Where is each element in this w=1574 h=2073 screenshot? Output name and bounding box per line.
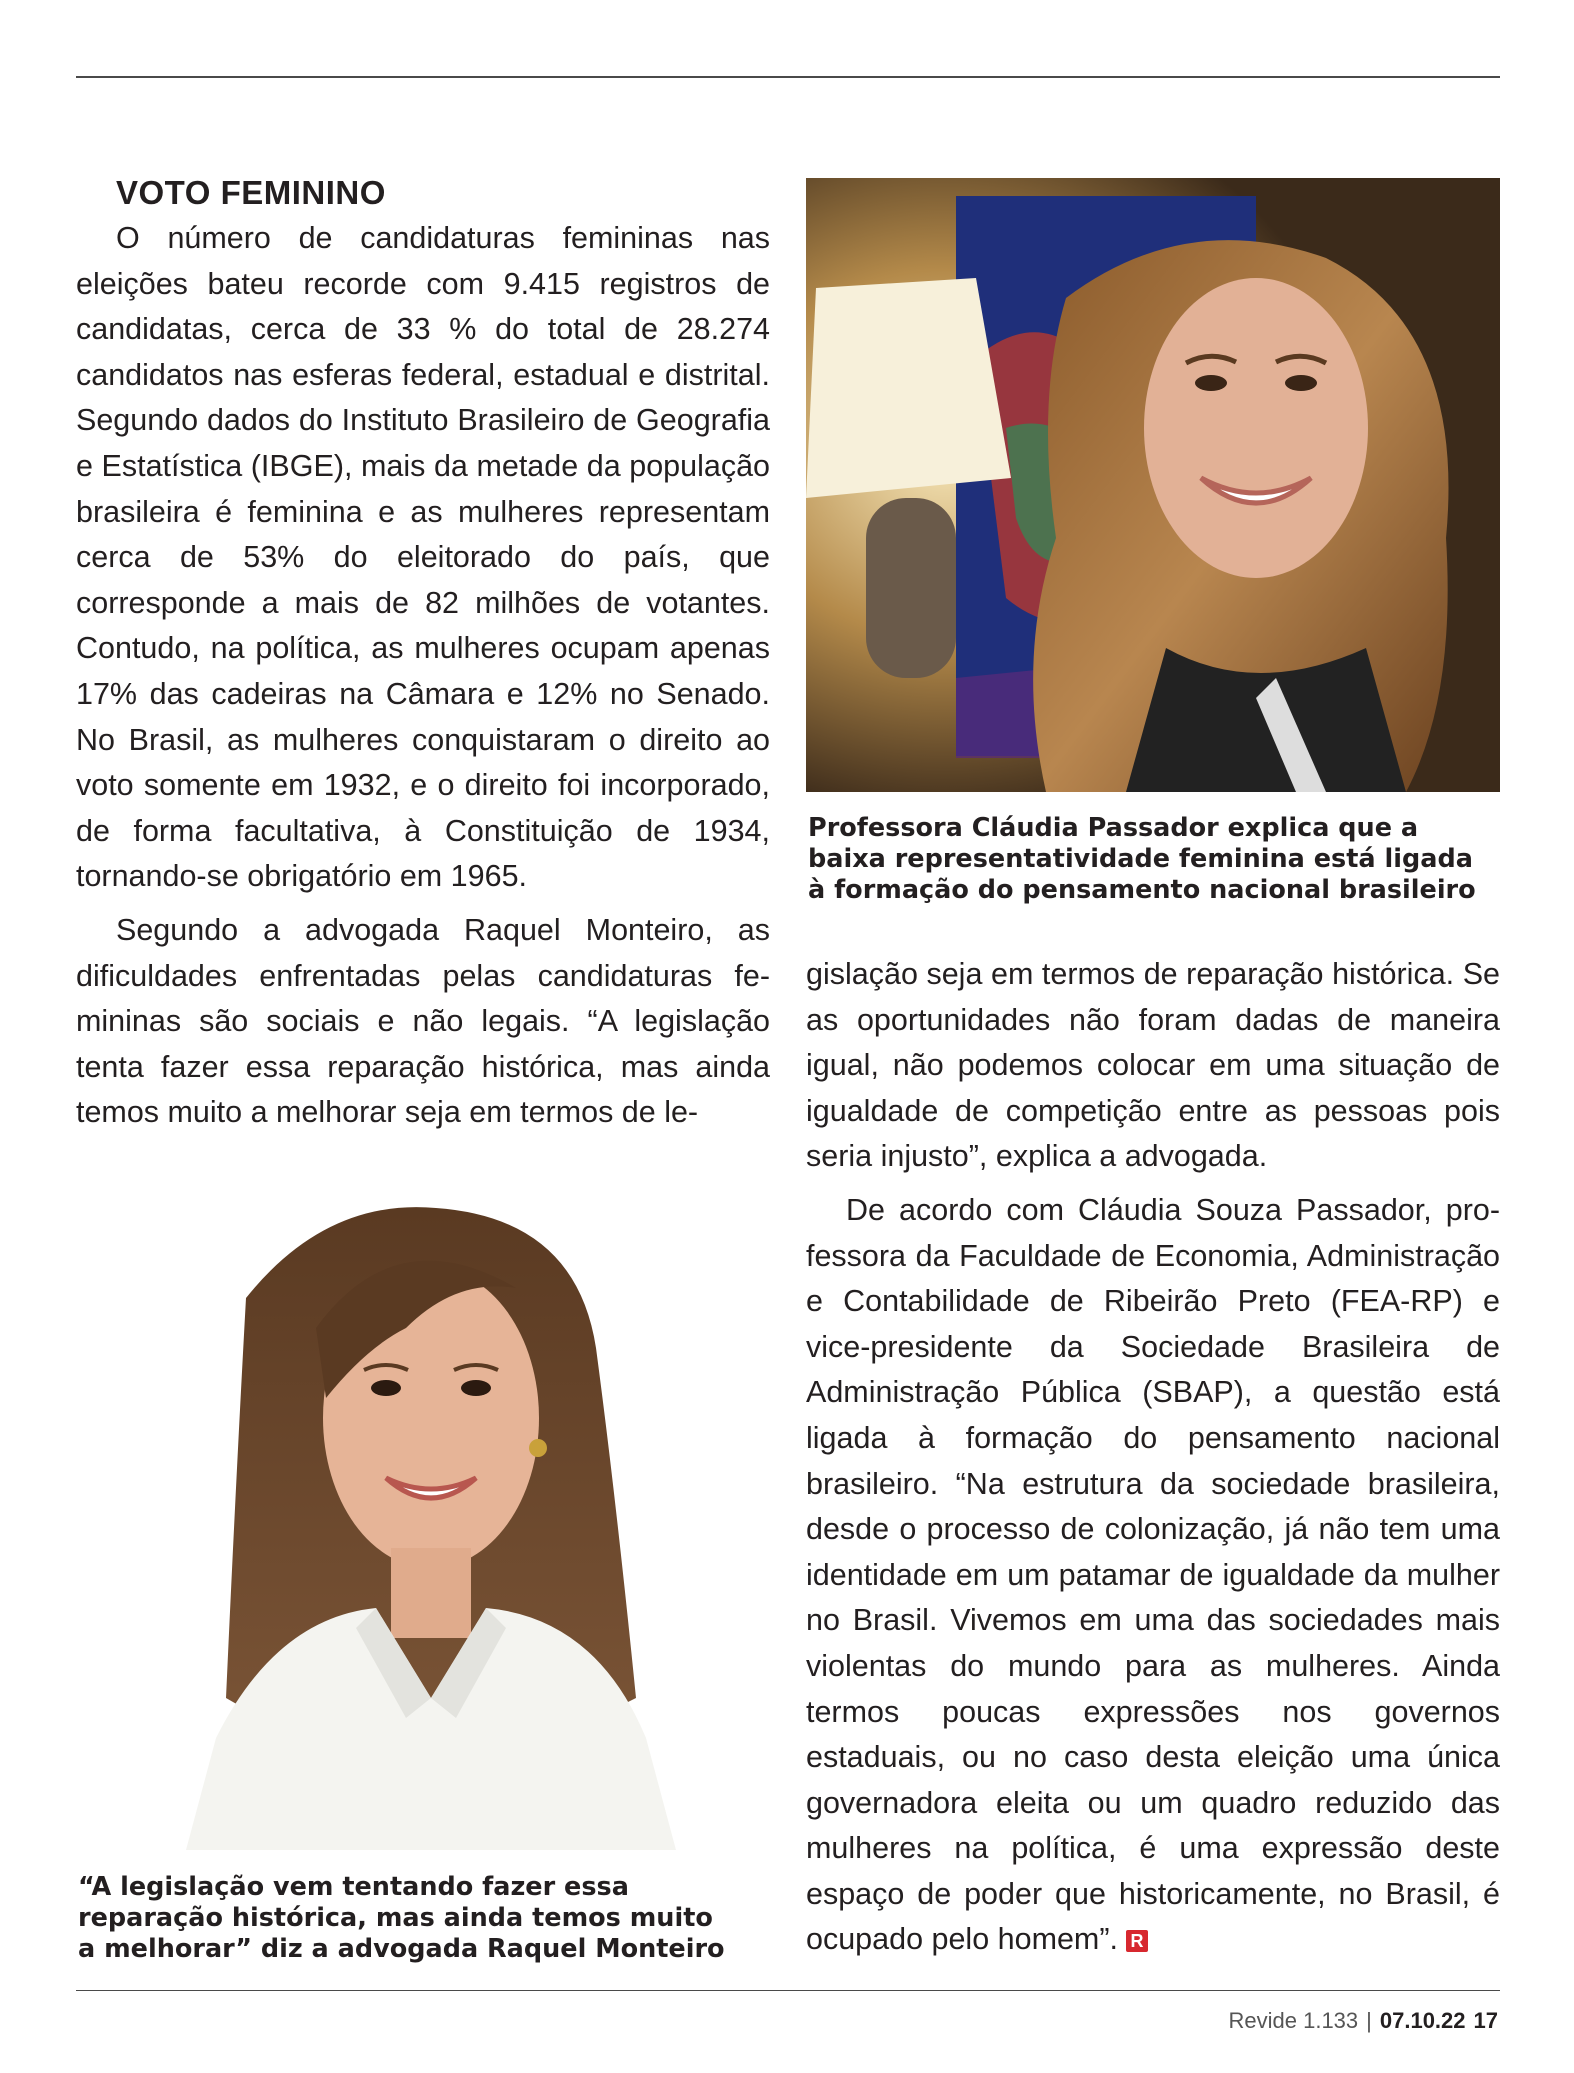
photo-claudia-passador: [806, 178, 1500, 792]
left-column: [76, 170, 770, 1136]
end-of-article-icon: R: [1126, 1930, 1148, 1952]
paragraph: Segundo a advogada Raquel Monteiro, as dificuldades enfrentadas pelas candidaturas femininas são sociais e não legais. “A legislação tenta fazer essa reparação histórica, mas ainda temos muito a melhorar seja em termos de le-: [76, 912, 770, 1130]
photo-caption: Professora Cláudia Passador explica que a baixa representatividade feminina está ligada à formação do pensamento nacional brasileiro: [808, 813, 1476, 905]
photo-raquel-monteiro: [76, 1178, 770, 1850]
bottom-rule: [76, 1990, 1500, 1991]
section-heading: VOTO FEMININO: [116, 174, 386, 211]
paragraph: O número de candidaturas femininas nas eleições bateu recorde com 9.415 registros de candidatas, cerca de 33 % do total de 28.274 candidatos nas esferas federal, estadual e distrital. Segundo dados do Instituto Brasileiro de Geografia e Estatística (IBGE), mais da metade da população brasileira é feminina e as mulheres representam cerca de 53% do eleitorado do país, que corresponde a mais de 82 milhões de votantes. Contudo, na política, as mulheres ocupam apenas 17% das cadeiras na Câmara e 12% no Senado. No Brasil, as mulheres conquistaram o direito ao voto somente em 1932, e o direito foi incorporado, de forma facultativa, à Constituição de 1934, tornando-se obrigatório em 1965.: [76, 221, 770, 894]
publication-issue: Revide 1.133: [1228, 2008, 1359, 2033]
photo-caption: “A legislação vem tentando fazer essa reparação histórica, mas ainda temos muito a melhorar” diz a advogada Raquel Monteiro: [78, 1872, 725, 1964]
paragraph: De acordo com Cláudia Souza Passador, professora da Faculdade de Economia, Administração e Contabilidade de Ribeirão Preto (FEA-RP) e vice-presidente da Sociedade Brasileira de Administração Pública (SBAP), a questão está ligada à formação do pensamento nacional brasileiro. “Na estrutura da sociedade brasileira, desde o processo de colonização, já não tem uma identidade em um patamar de igualdade da mulher no Brasil. Vivemos em uma das sociedades mais violentas do mundo para as mulheres. Ainda termos poucas expressões nos governos estaduais, ou no caso desta eleição uma única governadora eleita ou um quadro reduzido das mulheres na política, é uma expressão deste espaço de poder que historicamente, no Brasil, é ocupado pelo homem”. R: [806, 1192, 1500, 1957]
page-footer: [1229, 2006, 1499, 2036]
paragraph: gislação seja em termos de reparação histórica. Se as oportunidades não foram dadas de maneira igual, não podemos colocar em uma situação de igualdade de competição entre as pessoas pois seria injusto”, explica a advogada.: [806, 957, 1500, 1174]
page-number: 17: [1473, 2008, 1498, 2033]
issue-date: 07.10.22: [1379, 2008, 1466, 2033]
right-column: [806, 952, 1500, 1963]
footer-separator: |: [1366, 2008, 1372, 2033]
top-rule: [76, 76, 1500, 78]
